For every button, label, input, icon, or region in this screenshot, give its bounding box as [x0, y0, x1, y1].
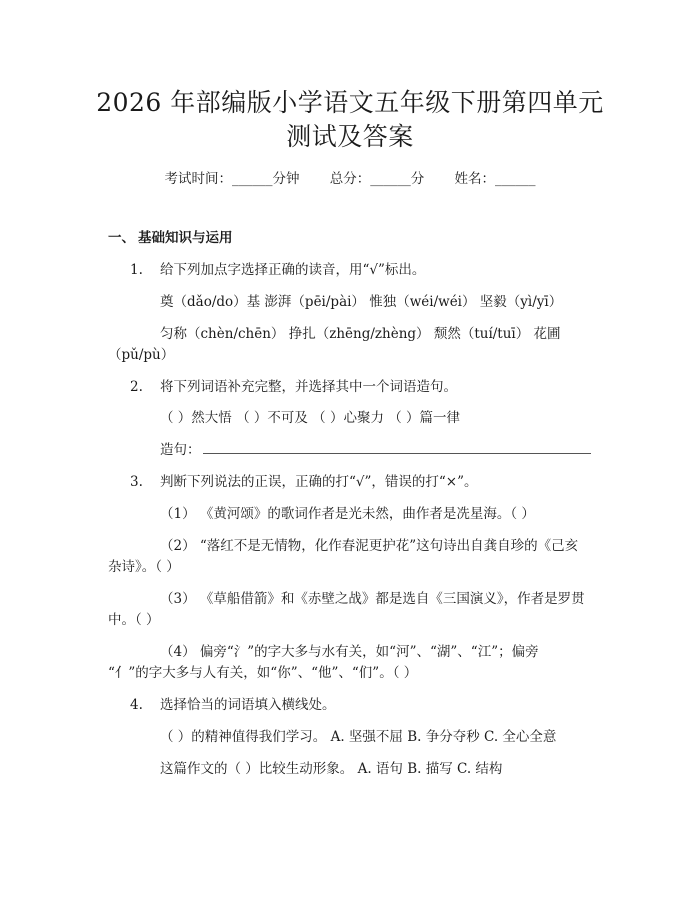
q1-line-2: 匀称（chèn/chēn） 挣扎（zhēng/zhèng） 颓然（tuí/tuī） 花圃 [160, 326, 561, 342]
q3-statement-3a: （3） 《草船借箭》和《赤壁之战》都是选自《三国演义》，作者是罗贯 [160, 591, 585, 607]
exam-meta [0, 167, 700, 187]
question-4 [130, 696, 336, 714]
question-1 [130, 261, 425, 279]
question-number: 4. [130, 697, 143, 713]
q4-item-2: 这篇作文的（ ）比较生动形象。 A. 语句 B. 描写 C. 结构 [160, 761, 503, 777]
q3-statement-3b: 中。（ ） [108, 612, 160, 628]
q3-statement-4b: “亻”的字大多与人有关，如“你”、“他”、“们”。（ ） [108, 665, 418, 681]
question-2 [130, 378, 457, 396]
sentence-blank[interactable] [203, 441, 591, 454]
exam-time: 考试时间：______分钟 [164, 171, 300, 187]
q4-item-1: （ ）的精神值得我们学习。 A. 坚强不屈 B. 争分夺秒 C. 全心全意 [160, 729, 557, 745]
total-score: 总分：______分 [329, 171, 425, 187]
section-number: 一、 [108, 230, 135, 246]
q3-statement-2a: （2） “落红不是无情物，化作春泥更护花”这句诗出自龚自珍的《己亥 [160, 538, 579, 554]
question-number: 2. [130, 379, 143, 395]
q1-line-3: （pǔ/pù） [108, 347, 175, 363]
sentence-label: 造句： [160, 442, 201, 458]
q2-items: （ ）然大悟 （ ）不可及 （ ）心聚力 （ ）篇一律 [160, 410, 461, 426]
section-heading [108, 229, 233, 247]
section-title: 基础知识与运用 [138, 230, 233, 246]
question-number: 3. [130, 474, 143, 490]
q3-statement-1: （1） 《黄河颂》的歌词作者是光未然，曲作者是冼星海。（ ） [160, 506, 535, 522]
title-line-2: 测试及答案 [286, 122, 414, 151]
question-prompt: 将下列词语补充完整，并选择其中一个词语造句。 [160, 379, 457, 395]
q3-statement-4a: （4） 偏旁“氵”的字大多与水有关，如“河”、“湖”、“江”；偏旁 [160, 644, 539, 660]
question-prompt: 给下列加点字选择正确的读音，用“√”标出。 [160, 262, 426, 278]
question-3 [130, 473, 478, 491]
student-name: 姓名：______ [454, 171, 536, 187]
question-number: 1. [130, 262, 143, 278]
question-prompt: 选择恰当的词语填入横线处。 [160, 697, 336, 713]
q1-line-1: 奠（dǎo/do）基 澎湃（pēi/pài） 惟独（wéi/wéi） 坚毅（yì/yī） [160, 294, 563, 310]
q2-sentence [160, 441, 591, 459]
title-line-1: 2026 年部编版小学语文五年级下册第四单元 [96, 88, 604, 117]
question-prompt: 判断下列说法的正误，正确的打“√”，错误的打“×”。 [160, 474, 478, 490]
q3-statement-2b: 杂诗》。（ ） [108, 559, 180, 575]
